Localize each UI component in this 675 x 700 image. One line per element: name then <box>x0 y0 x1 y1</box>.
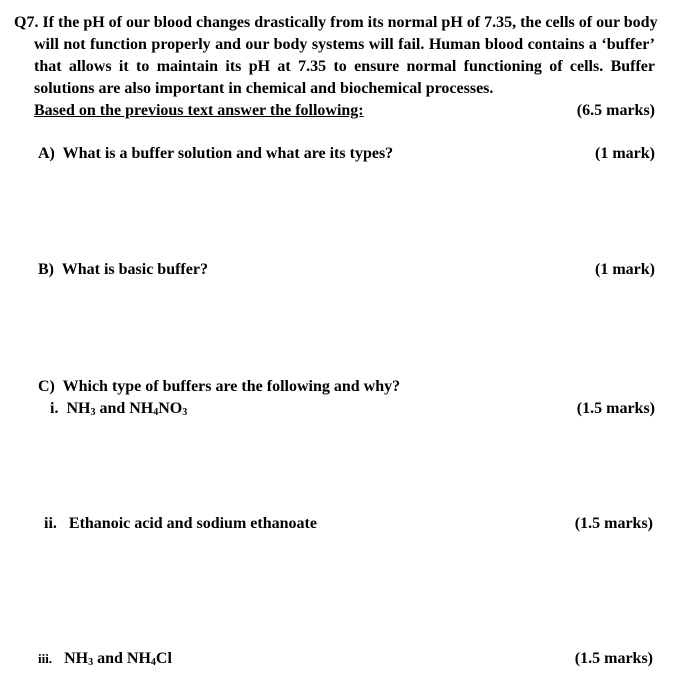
part-b-question <box>38 259 208 281</box>
formula-ammonia-ammonium-nitrate: $NH_3$ and $NH_4NO_3$ <box>66 400 188 418</box>
formula-ammonia-ammonium-chloride: $NH_3$ and $NH_4Cl$ <box>64 650 172 668</box>
part-c-item-2-marks: (1.5 marks) <box>574 515 653 532</box>
part-c-item-1-marks: (1.5 marks) <box>576 400 655 417</box>
question-intro-line-1 <box>14 12 658 34</box>
question-number: Q7. <box>14 14 39 31</box>
part-a-text: What is a buffer solution and what are its types? <box>62 145 394 162</box>
part-c-text: Which type of buffers are the following and why? <box>62 378 401 395</box>
part-a-question <box>38 143 393 165</box>
part-c-item-2 <box>44 513 317 535</box>
part-b-text: What is basic buffer? <box>61 261 208 278</box>
part-c-item-2-text: Ethanoic acid and sodium ethanoate <box>68 515 317 532</box>
question-intro-line-2: will not function properly and our body systems will fail. Human blood contains a ‘buffer’ <box>34 36 655 53</box>
question-intro-line-3: that allows it to maintain its pH at 7.35 to ensure normal functioning of cells. Buffer <box>34 58 655 75</box>
part-b-marks: (1 mark) <box>595 261 655 278</box>
question-intro-line-4: solutions are also important in chemical and biochemical processes. <box>34 80 494 97</box>
part-c-item-2-label: ii. <box>44 515 57 532</box>
part-c-item-3 <box>38 648 172 670</box>
part-c-label: C) <box>38 378 55 395</box>
part-c-question <box>38 376 400 398</box>
part-b-label: B) <box>38 261 54 278</box>
part-c-item-1 <box>50 398 187 420</box>
part-c-item-1-label: i. <box>50 400 59 417</box>
part-a-label: A) <box>38 145 55 162</box>
part-c-item-3-marks: (1.5 marks) <box>574 650 653 667</box>
part-a-marks: (1 mark) <box>595 145 655 162</box>
question-intro-text-1: If the pH of our blood changes drastically from its normal pH of 7.35, the cells of our body <box>42 14 658 31</box>
part-c-item-3-label: iii. <box>38 651 53 666</box>
instruction-text: Based on the previous text answer the following: <box>34 102 364 119</box>
total-marks: (6.5 marks) <box>576 102 655 119</box>
